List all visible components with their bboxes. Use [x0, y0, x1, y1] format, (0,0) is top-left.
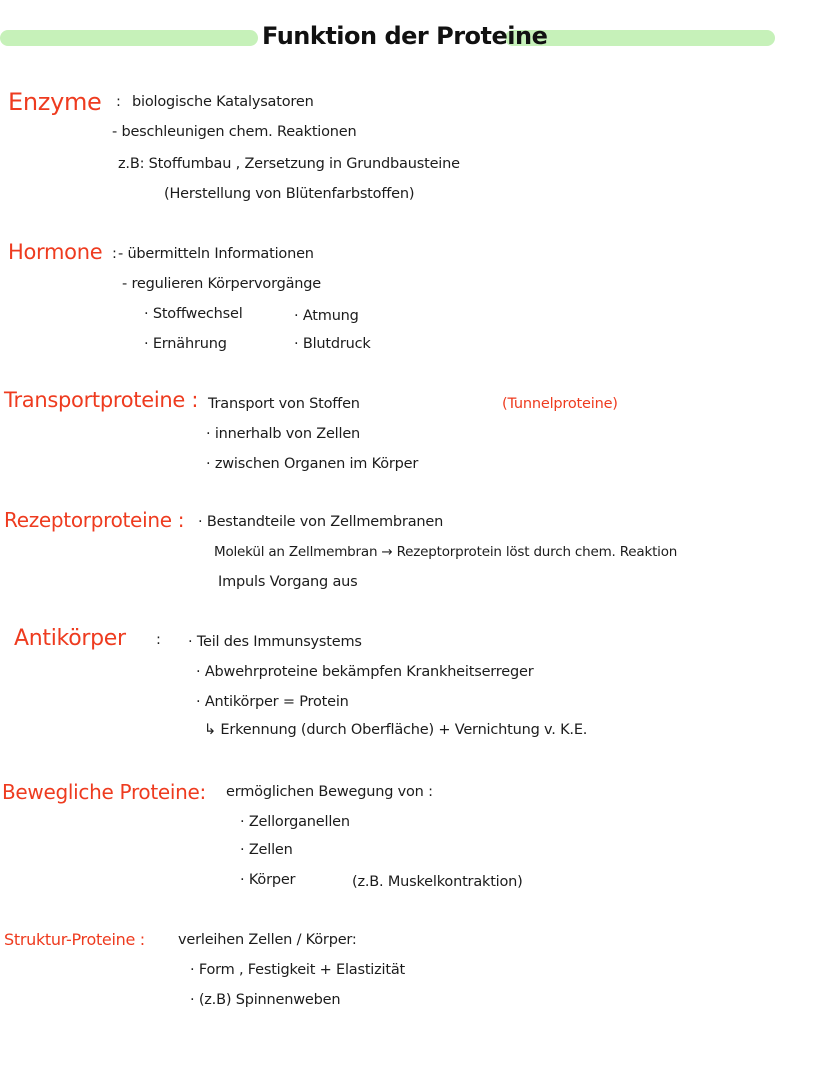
rezeptor-line-1: · Bestandteile von Zellmembranen — [198, 514, 444, 530]
transport-line-1: Transport von Stoffen — [208, 396, 360, 412]
rezeptor-line-3: Impuls Vorgang aus — [218, 574, 358, 590]
enzyme-line-1: biologische Katalysatoren — [132, 94, 314, 110]
heading-rezeptorproteine-text: Rezeptorproteine — [4, 508, 172, 532]
heading-transportproteine — [4, 388, 198, 412]
hormone-line-5: · Ernährung — [144, 336, 227, 352]
antikoerper-line-2: · Abwehrproteine bekämpfen Krankheitserreger — [196, 664, 534, 680]
transport-line-2: · innerhalb von Zellen — [206, 426, 361, 442]
beweglich-line-3: · Zellen — [240, 842, 293, 858]
beweglich-line-4: · Körper — [240, 872, 296, 888]
heading-transportproteine-colon: : — [191, 388, 199, 412]
heading-rezeptorproteine — [4, 508, 184, 532]
antikoerper-colon: : — [156, 632, 161, 648]
heading-struktur-proteine-colon: : — [139, 930, 145, 949]
antikoerper-line-4: ↳ Erkennung (durch Oberfläche) + Vernichtung v. K.E. — [204, 722, 588, 738]
enzyme-colon: : — [116, 94, 121, 110]
hormone-colon: : — [112, 246, 117, 262]
transport-line-3: · zwischen Organen im Körper — [206, 456, 419, 472]
heading-bewegliche-proteine-text: Bewegliche Proteine — [2, 780, 200, 804]
heading-rezeptorproteine-colon: : — [177, 508, 185, 532]
struktur-line-2: · Form , Festigkeit + Elastizität — [190, 962, 406, 978]
transport-tunnelproteine: (Tunnelproteine) — [502, 396, 618, 412]
heading-hormone: Hormone — [8, 240, 103, 264]
antikoerper-line-1: · Teil des Immunsystems — [188, 634, 362, 650]
hormone-line-2: - regulieren Körpervorgänge — [122, 276, 322, 292]
heading-enzyme-text: Enzyme — [8, 88, 102, 116]
page-title: Funktion der Proteine — [262, 22, 548, 50]
hormone-line-4: · Atmung — [294, 308, 359, 324]
heading-enzyme — [8, 88, 102, 116]
enzyme-line-2: - beschleunigen chem. Reaktionen — [112, 124, 357, 140]
beweglich-line-5: (z.B. Muskelkontraktion) — [352, 874, 523, 890]
beweglich-line-1: ermöglichen Bewegung von : — [226, 784, 433, 800]
hormone-line-6: · Blutdruck — [294, 336, 371, 352]
hormone-line-1: - übermitteln Informationen — [118, 246, 314, 262]
antikoerper-line-3: · Antikörper = Protein — [196, 694, 349, 710]
rezeptor-line-2: Molekül an Zellmembran → Rezeptorprotein löst durch chem. Reaktion — [214, 544, 678, 560]
heading-struktur-proteine-text: Struktur-Proteine — [4, 930, 135, 949]
struktur-line-3: · (z.B) Spinnenweben — [190, 992, 341, 1008]
struktur-line-1: verleihen Zellen / Körper: — [178, 932, 357, 948]
enzyme-line-3: z.B: Stoffumbau , Zersetzung in Grundbausteine — [118, 156, 460, 172]
heading-struktur-proteine — [4, 930, 145, 949]
beweglich-line-2: · Zellorganellen — [240, 814, 350, 830]
enzyme-line-4: (Herstellung von Blütenfarbstoffen) — [164, 186, 415, 202]
title-highlight-left — [0, 30, 258, 46]
hormone-line-3: · Stoffwechsel — [144, 306, 243, 322]
heading-bewegliche-proteine — [2, 780, 206, 804]
heading-bewegliche-proteine-colon: : — [199, 780, 206, 804]
heading-transportproteine-text: Transportproteine — [4, 388, 186, 412]
heading-antikoerper: Antikörper — [14, 626, 126, 651]
